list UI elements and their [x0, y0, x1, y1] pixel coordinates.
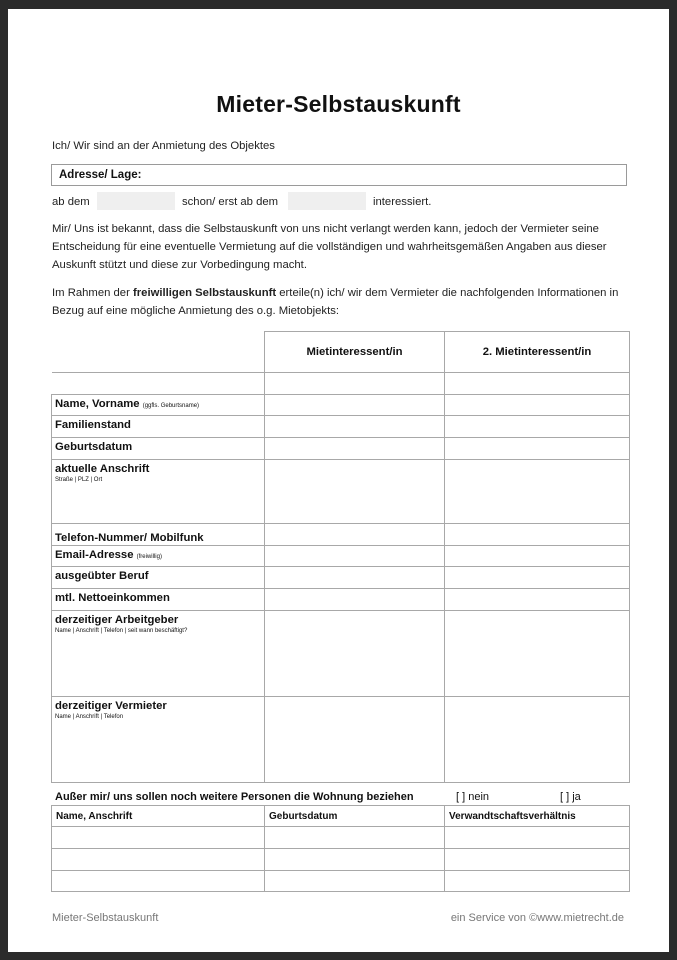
input-cell[interactable]: [265, 395, 445, 416]
info-line: Entscheidung für eine eventuelle Vermietung auf die vollständigen und wahrheitsgemäßen Angaben aus dieser: [52, 241, 607, 253]
footer-left: Mieter-Selbstauskunft: [52, 912, 159, 924]
input-cell[interactable]: [265, 849, 445, 871]
input-cell[interactable]: [265, 697, 445, 783]
table-row: [52, 438, 630, 460]
input-cell[interactable]: [52, 827, 265, 849]
persons-header-relation: Verwandtschaftsverhältnis: [445, 806, 630, 827]
input-cell[interactable]: [445, 697, 630, 783]
input-cell[interactable]: [445, 827, 630, 849]
info-line: Mir/ Uns ist bekannt, dass die Selbstauskunft von uns nicht verlangt werden kann, jedoch der Vermieter seine: [52, 223, 599, 235]
table-row: [52, 697, 630, 783]
row-label-profession: ausgeübter Beruf: [52, 567, 265, 589]
input-cell[interactable]: [52, 849, 265, 871]
table-corner: [52, 332, 265, 373]
voluntary-line2: Bezug auf eine mögliche Anmietung des o.g. Mietobjekts:: [52, 305, 339, 317]
intro-text: Ich/ Wir sind an der Anmietung des Objektes: [52, 140, 275, 152]
date-field-2[interactable]: [288, 192, 366, 210]
input-cell[interactable]: [445, 567, 630, 589]
table-row: [52, 416, 630, 438]
row-label-phone: Telefon-Nummer/ Mobilfunk: [52, 524, 265, 546]
checkbox-yes[interactable]: [ ] ja: [560, 791, 581, 803]
input-cell[interactable]: [265, 524, 445, 546]
info-line: Auskunft stützt und diese zur Vorbedingung macht.: [52, 259, 307, 271]
table-row: [52, 460, 630, 524]
address-field[interactable]: [51, 164, 627, 186]
table-row: [52, 395, 630, 416]
voluntary-post: erteile(n) ich/ wir dem Vermieter die nachfolgenden Informationen in: [276, 287, 619, 299]
row-label-address: aktuelle Anschrift Straße | PLZ | Ort: [52, 460, 265, 524]
input-cell[interactable]: [445, 416, 630, 438]
row-label-landlord: derzeitiger Vermieter Name | Anschrift | Telefon: [52, 697, 265, 783]
checkbox-no[interactable]: [ ] nein: [456, 791, 490, 803]
row-label-name: Name, Vorname (ggfls. Geburtsname): [52, 395, 265, 416]
row-label-email: Email-Adresse (freiwillig): [52, 546, 265, 567]
date-field-1[interactable]: [97, 192, 175, 210]
input-cell[interactable]: [265, 871, 445, 892]
input-cell[interactable]: [265, 567, 445, 589]
input-cell[interactable]: [265, 589, 445, 611]
input-cell[interactable]: [52, 871, 265, 892]
input-cell[interactable]: [265, 416, 445, 438]
input-cell[interactable]: [445, 546, 630, 567]
footer-right: ein Service von ©www.mietrecht.de: [450, 912, 624, 924]
document-page: [8, 9, 669, 952]
input-cell[interactable]: [445, 589, 630, 611]
table-row: [52, 524, 630, 546]
date-middle: schon/ erst ab dem: [182, 196, 279, 208]
row-label-income: mtl. Nettoeinkommen: [52, 589, 265, 611]
col-header-1: Mietinteressent/in: [265, 332, 445, 373]
voluntary-pre: Im Rahmen der: [52, 287, 133, 299]
applicant-table: [51, 331, 630, 783]
persons-header-row: [52, 806, 630, 827]
persons-table: [51, 805, 630, 892]
row-label-marital-status: Familienstand: [52, 416, 265, 438]
table-header-row: [52, 332, 630, 373]
input-cell[interactable]: [265, 438, 445, 460]
voluntary-paragraph: [52, 284, 662, 320]
input-cell[interactable]: [445, 611, 630, 697]
table-row: [52, 871, 630, 892]
input-cell[interactable]: [445, 524, 630, 546]
table-row: [52, 611, 630, 697]
date-suffix: interessiert.: [373, 196, 432, 208]
col-header-2: 2. Mietinteressent/in: [445, 332, 630, 373]
input-cell[interactable]: [445, 460, 630, 524]
row-label-birthdate: Geburtsdatum: [52, 438, 265, 460]
persons-header-birthdate: Geburtsdatum: [265, 806, 445, 827]
table-row: [52, 849, 630, 871]
input-cell[interactable]: [265, 460, 445, 524]
voluntary-bold: freiwilligen Selbstauskunft: [133, 287, 277, 299]
table-row: [52, 827, 630, 849]
table-row: [52, 589, 630, 611]
input-cell[interactable]: [445, 438, 630, 460]
info-paragraph: [52, 220, 662, 274]
address-label: Adresse/ Lage:: [59, 169, 142, 181]
input-cell[interactable]: [445, 849, 630, 871]
input-cell[interactable]: [445, 871, 630, 892]
persons-header-name: Name, Anschrift: [52, 806, 265, 827]
input-cell[interactable]: [265, 827, 445, 849]
table-row: [52, 546, 630, 567]
date-prefix: ab dem: [52, 196, 90, 208]
page-title: Mieter-Selbstauskunft: [216, 91, 461, 117]
table-spacer-row: [52, 373, 630, 395]
input-cell[interactable]: [445, 395, 630, 416]
input-cell[interactable]: [265, 546, 445, 567]
table-row: [52, 567, 630, 589]
row-label-employer: derzeitiger Arbeitgeber Name | Anschrift | Telefon | seit wann beschäftigt?: [52, 611, 265, 697]
input-cell[interactable]: [265, 611, 445, 697]
persons-question: Außer mir/ uns sollen noch weitere Personen die Wohnung beziehen: [55, 791, 414, 803]
